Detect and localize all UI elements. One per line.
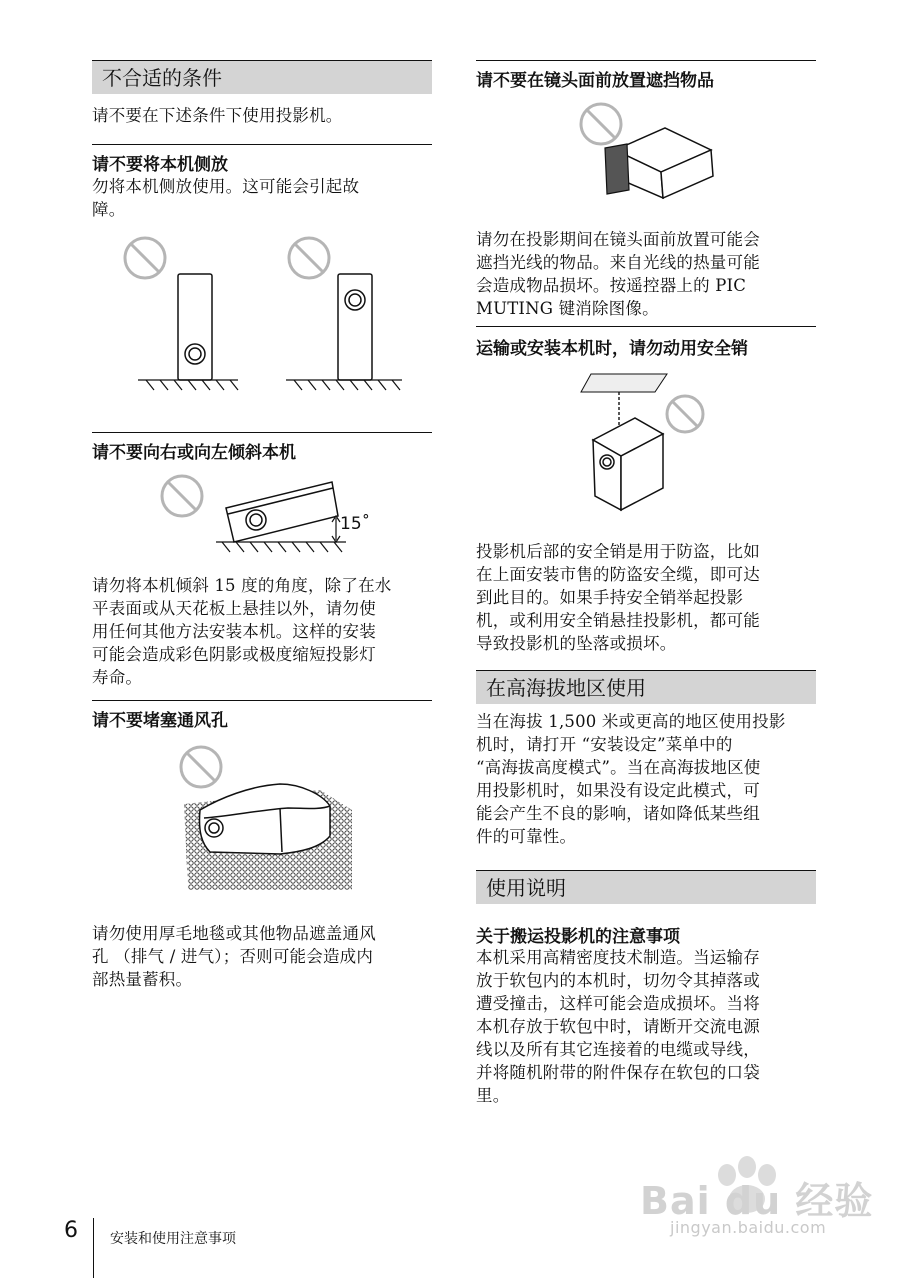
covered-projector-drawing (199, 784, 330, 854)
text-line: 用投影机时，如果没有设定此模式，可 (476, 781, 760, 800)
text-line: 导致投影机的坠落或损坏。 (476, 634, 677, 653)
subhead-no-tilt: 请不要向右或向左倾斜本机 (92, 443, 296, 463)
para-carrying-notes (476, 946, 821, 1107)
para-security-pin (476, 540, 821, 655)
para-no-tilt (92, 574, 437, 689)
page-number: 6 (64, 1218, 78, 1243)
projector-with-object-drawing (615, 128, 713, 198)
subhead-no-block-vents: 请不要堵塞通风孔 (92, 711, 228, 731)
subhead-no-side: 请不要将本机侧放 (92, 155, 228, 175)
para-high-altitude (476, 710, 821, 848)
text-line: MUTING 键消除图像。 (476, 299, 659, 318)
text-line: 并将随机附带的附件保存在软包的口袋 (476, 1063, 760, 1082)
para-no-side (92, 175, 432, 221)
text-line: 寿命。 (92, 668, 143, 687)
prohibited-icon (162, 476, 202, 516)
projector-side-drawing (178, 274, 372, 380)
floor-hatching (216, 542, 346, 552)
divider (476, 326, 816, 327)
text-line: 本机存放于软包中时，请断开交流电源 (476, 1017, 760, 1036)
text-line: 当在海拔 1,500 米或更高的地区使用投影 (476, 712, 786, 731)
text-line: 用任何其他方法安装本机。这样的安装 (92, 622, 376, 641)
section-header-usage: 使用说明 (476, 870, 816, 904)
floor-hatching (138, 380, 402, 390)
hanging-projector-drawing (593, 418, 663, 510)
intro-text: 请不要在下述条件下使用投影机。 (92, 106, 343, 125)
text-line: 线以及所有其它连接着的电缆或导线， (476, 1040, 760, 1059)
divider (92, 144, 432, 145)
text-line: 平表面或从天花板上悬挂以外，请勿使 (92, 599, 376, 618)
text-line: 放于软包内的本机时，切勿令其掉落或 (476, 971, 760, 990)
footer-section-title: 安装和使用注意事项 (110, 1231, 236, 1247)
subhead-no-lens-block: 请不要在镜头面前放置遮挡物品 (476, 71, 714, 91)
blocking-object (605, 144, 629, 194)
prohibited-icon (289, 238, 329, 278)
text-line: 请勿在投影期间在镜头面前放置可能会 (476, 230, 760, 249)
lens-block-illustration (575, 98, 725, 208)
footer-divider (93, 1218, 94, 1278)
text-line: 能会产生不良的影响，诸如降低某些组 (476, 804, 760, 823)
text-line: 障。 (92, 200, 126, 219)
projector-tilted-drawing (226, 482, 338, 542)
prohibited-icon (125, 238, 165, 278)
angle-label: 15˚ (340, 514, 371, 534)
text-line: 机时，请打开 “安装设定”菜单中的 (476, 735, 733, 754)
vent-block-illustration (170, 740, 360, 900)
text-line: 勿将本机侧放使用。这可能会引起故 (92, 177, 360, 196)
text-line: 会造成物品损坏。按遥控器上的 PIC (476, 276, 747, 295)
security-pin-illustration (585, 370, 715, 530)
subhead-carrying-notes: 关于搬运投影机的注意事项 (476, 927, 680, 947)
text-line: 遭受撞击，这样可能会造成损坏。当将 (476, 994, 760, 1013)
angle-indicator (332, 516, 340, 542)
section-header-unsuitable: 不合适的条件 (92, 60, 432, 94)
text-line: 请勿将本机倾斜 15 度的角度，除了在水 (92, 576, 392, 595)
text-line: “高海拔高度模式”。当在高海拔地区使 (476, 758, 761, 777)
text-line: 到此目的。如果手持安全销举起投影 (476, 588, 744, 607)
divider (92, 700, 432, 701)
prohibited-icon (181, 747, 221, 787)
text-line: 机，或利用安全销悬挂投影机，都可能 (476, 611, 760, 630)
prohibited-icon (667, 396, 703, 432)
text-line: 里。 (476, 1086, 510, 1105)
divider (476, 60, 816, 61)
text-line: 遮挡光线的物品。来自光线的热量可能 (476, 253, 760, 272)
watermark-url: jingyan.baidu.com (670, 1218, 827, 1237)
ceiling-plate (581, 374, 667, 392)
text-line: 可能会造成彩色阴影或极度缩短投影灯 (92, 645, 376, 664)
divider (92, 432, 432, 433)
text-line: 请勿使用厚毛地毯或其他物品遮盖通风 (92, 924, 376, 943)
para-no-block-vents (92, 922, 437, 991)
text-line: 件的可靠性。 (476, 827, 577, 846)
side-standing-illustration (110, 232, 410, 402)
text-line: 投影机后部的安全销是用于防盗，比如 (476, 542, 760, 561)
text-line: 孔 （排气 / 进气）；否则可能会造成内 (92, 947, 374, 966)
prohibited-icon (581, 104, 621, 144)
text-line: 在上面安装市售的防盗安全缆，即可达 (476, 565, 760, 584)
para-no-lens-block (476, 228, 821, 320)
section-header-high-altitude: 在高海拔地区使用 (476, 670, 816, 704)
text-line: 部热量蓄积。 (92, 970, 193, 989)
subhead-security-pin: 运输或安装本机时，请勿动用安全销 (476, 339, 748, 359)
watermark-brand: Bai du 经验 (640, 1179, 874, 1223)
text-line: 本机采用高精密度技术制造。当运输存 (476, 948, 760, 967)
